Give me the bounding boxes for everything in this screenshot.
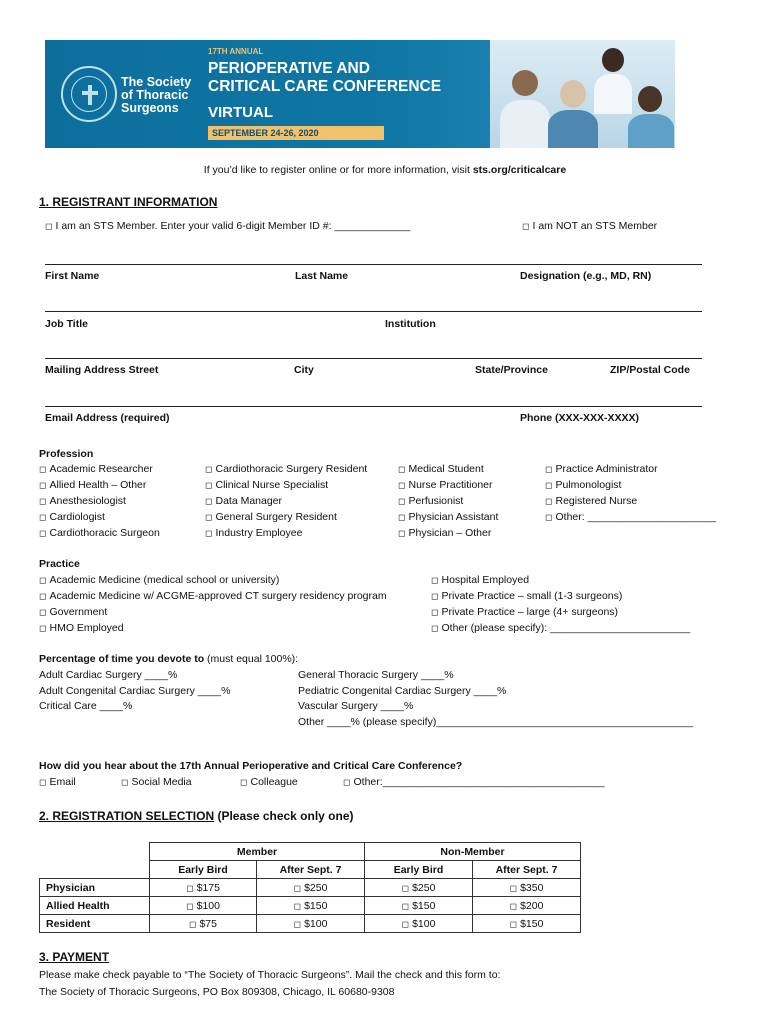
price-label: $250 bbox=[304, 881, 328, 894]
price-label: $150 bbox=[520, 917, 544, 930]
practice-option[interactable] bbox=[39, 574, 279, 586]
profession-option-label: Clinical Nurse Specialist bbox=[215, 479, 329, 491]
payment-instructions: Please make check payable to “The Society of Thoracic Surgeons”. Mail the check and this form to: bbox=[39, 969, 501, 981]
profession-option-label: Anesthesiologist bbox=[49, 495, 126, 507]
payment-address: The Society of Thoracic Surgeons, PO Box 809308, Chicago, IL 60680-9308 bbox=[39, 986, 395, 998]
practice-option-label: Academic Medicine (medical school or university) bbox=[49, 574, 280, 586]
hear-option-label: Social Media bbox=[131, 776, 192, 788]
checkbox-icon[interactable]: ◻ bbox=[39, 607, 47, 617]
institution-label: Institution bbox=[385, 318, 436, 330]
banner-dates: SEPTEMBER 24-26, 2020 bbox=[208, 126, 384, 140]
price-label: $250 bbox=[412, 881, 436, 894]
checkbox-icon[interactable]: ◻ bbox=[431, 623, 439, 633]
checkbox-icon[interactable]: ◻ bbox=[39, 480, 47, 490]
checkbox-icon[interactable]: ◻ bbox=[431, 591, 439, 601]
price-option[interactable] bbox=[473, 879, 581, 897]
price-option[interactable] bbox=[473, 897, 581, 915]
price-label: $100 bbox=[412, 917, 436, 930]
checkbox-icon[interactable]: ◻ bbox=[398, 464, 406, 474]
profession-option[interactable] bbox=[39, 495, 126, 507]
banner-annual: 17TH ANNUAL bbox=[208, 47, 264, 56]
price-label: $100 bbox=[196, 899, 220, 912]
practice-option[interactable] bbox=[431, 590, 622, 602]
checkbox-icon[interactable]: ◻ bbox=[39, 528, 47, 538]
practice-option-label: Private Practice – small (1-3 surgeons) bbox=[441, 590, 623, 602]
practice-option[interactable] bbox=[431, 574, 529, 586]
email-label: Email Address (required) bbox=[45, 412, 170, 424]
checkbox-icon[interactable]: ◻ bbox=[39, 777, 47, 787]
checkbox-icon[interactable]: ◻ bbox=[293, 882, 302, 893]
checkbox-icon[interactable]: ◻ bbox=[39, 575, 47, 585]
checkbox-icon[interactable]: ◻ bbox=[545, 480, 553, 490]
profession-option[interactable] bbox=[39, 511, 105, 523]
hear-option-label: Colleague bbox=[250, 776, 298, 788]
registration-table bbox=[39, 842, 581, 933]
checkbox-icon[interactable]: ◻ bbox=[205, 496, 213, 506]
checkbox-icon[interactable]: ◻ bbox=[45, 221, 53, 231]
checkbox-icon[interactable]: ◻ bbox=[39, 496, 47, 506]
percentage-field[interactable]: Adult Congenital Cardiac Surgery ____% bbox=[39, 684, 231, 697]
profession-option[interactable] bbox=[545, 495, 637, 507]
checkbox-icon[interactable]: ◻ bbox=[431, 607, 439, 617]
price-label: $200 bbox=[520, 899, 544, 912]
price-label: $175 bbox=[196, 881, 220, 894]
profession-option-label: Nurse Practitioner bbox=[408, 479, 493, 491]
nonmember-after-header: After Sept. 7 bbox=[473, 861, 581, 879]
practice-option[interactable] bbox=[39, 622, 124, 634]
hear-option[interactable] bbox=[240, 776, 298, 788]
job-line[interactable] bbox=[45, 311, 702, 312]
table-row bbox=[40, 915, 581, 933]
price-option[interactable] bbox=[150, 897, 257, 915]
checkbox-icon[interactable]: ◻ bbox=[509, 918, 518, 929]
price-option[interactable] bbox=[365, 879, 473, 897]
phone-label: Phone (XXX-XXX-XXXX) bbox=[520, 412, 640, 424]
profession-option-label: Cardiothoracic Surgeon bbox=[49, 527, 160, 539]
practice-label: Practice bbox=[39, 558, 80, 570]
row-label: Allied Health bbox=[40, 897, 150, 915]
percentage-field[interactable]: Critical Care ____% bbox=[39, 700, 133, 712]
nonmember-early-header: Early Bird bbox=[365, 861, 473, 879]
checkbox-icon[interactable]: ◻ bbox=[186, 900, 194, 911]
checkbox-icon[interactable]: ◻ bbox=[205, 480, 213, 490]
practice-option-label: HMO Employed bbox=[49, 622, 124, 634]
profession-option[interactable] bbox=[39, 479, 146, 491]
profession-option[interactable] bbox=[398, 463, 484, 475]
profession-option-label: Practice Administrator bbox=[555, 463, 658, 475]
profession-option-label: Medical Student bbox=[408, 463, 484, 475]
price-label: $150 bbox=[412, 899, 436, 912]
hear-option[interactable] bbox=[343, 776, 605, 788]
city-label: City bbox=[294, 364, 314, 376]
visit-info: If you’d like to register online or for more information, visit sts.org/criticalcare bbox=[203, 164, 567, 176]
profession-option[interactable] bbox=[545, 511, 716, 523]
profession-option[interactable] bbox=[205, 511, 337, 523]
checkbox-icon[interactable]: ◻ bbox=[39, 623, 47, 633]
checkbox-icon[interactable]: ◻ bbox=[39, 464, 47, 474]
conference-banner bbox=[45, 40, 675, 148]
mailing-address-label: Mailing Address Street bbox=[45, 364, 159, 376]
profession-option-label: Registered Nurse bbox=[555, 495, 638, 507]
table-row bbox=[40, 879, 581, 897]
profession-option-label: Cardiologist bbox=[49, 511, 105, 523]
price-option[interactable] bbox=[257, 915, 365, 933]
profession-option-label: Academic Researcher bbox=[49, 463, 153, 475]
register-link[interactable]: sts.org/criticalcare bbox=[472, 164, 567, 176]
practice-option-label: Government bbox=[49, 606, 108, 618]
checkbox-icon[interactable]: ◻ bbox=[240, 777, 248, 787]
banner-virtual: VIRTUAL bbox=[208, 104, 273, 121]
hear-option-label: Email bbox=[49, 776, 76, 788]
checkbox-icon[interactable]: ◻ bbox=[293, 900, 302, 911]
profession-option[interactable] bbox=[205, 479, 328, 491]
checkbox-icon[interactable]: ◻ bbox=[398, 512, 406, 522]
percentage-field[interactable]: General Thoracic Surgery ____% bbox=[298, 669, 454, 681]
hear-option[interactable] bbox=[39, 776, 76, 788]
member-header: Member bbox=[150, 843, 365, 861]
checkbox-icon[interactable]: ◻ bbox=[39, 512, 47, 522]
price-option[interactable] bbox=[365, 897, 473, 915]
profession-option-label: Allied Health – Other bbox=[49, 479, 147, 491]
name-line[interactable] bbox=[45, 264, 702, 265]
section-selection-heading: 2. REGISTRATION SELECTION (Please check only one) bbox=[39, 809, 354, 823]
practice-option-label: Hospital Employed bbox=[441, 574, 530, 586]
percentage-field[interactable]: Other ____% (please specify)____________________________________________ bbox=[298, 715, 694, 728]
checkbox-icon[interactable]: ◻ bbox=[121, 777, 129, 787]
nonmember-header: Non-Member bbox=[365, 843, 581, 861]
hear-option[interactable] bbox=[121, 776, 192, 788]
percentage-field[interactable]: Vascular Surgery ____% bbox=[298, 700, 414, 712]
practice-option-label: Other (please specify): ________________________ bbox=[441, 622, 691, 634]
member-after-header: After Sept. 7 bbox=[257, 861, 365, 879]
profession-option[interactable] bbox=[545, 479, 621, 491]
percentage-field[interactable]: Pediatric Congenital Cardiac Surgery ____% bbox=[298, 684, 507, 697]
profession-option[interactable] bbox=[398, 479, 493, 491]
profession-option-label: Cardiothoracic Surgery Resident bbox=[215, 463, 368, 475]
price-option[interactable] bbox=[257, 879, 365, 897]
last-name-label: Last Name bbox=[295, 270, 349, 282]
practice-option-label: Private Practice – large (4+ surgeons) bbox=[441, 606, 619, 618]
percentage-field[interactable]: Adult Cardiac Surgery ____% bbox=[39, 669, 178, 681]
clinicians-photo bbox=[490, 40, 675, 148]
practice-option[interactable] bbox=[39, 606, 107, 618]
row-label: Resident bbox=[40, 915, 150, 933]
table-corner bbox=[40, 843, 150, 861]
zip-label: ZIP/Postal Code bbox=[610, 364, 690, 376]
section-registrant-heading: 1. REGISTRANT INFORMATION bbox=[39, 195, 218, 209]
section-payment-heading: 3. PAYMENT bbox=[39, 950, 110, 964]
society-name: The Society of Thoracic Surgeons bbox=[121, 75, 192, 115]
price-option[interactable] bbox=[257, 897, 365, 915]
practice-option[interactable] bbox=[431, 606, 618, 618]
checkbox-icon[interactable]: ◻ bbox=[398, 496, 406, 506]
checkbox-icon[interactable]: ◻ bbox=[431, 575, 439, 585]
table-row bbox=[40, 897, 581, 915]
checkbox-icon[interactable]: ◻ bbox=[188, 918, 197, 929]
banner-title: PERIOPERATIVE AND CRITICAL CARE CONFERENCE bbox=[208, 60, 442, 95]
checkbox-icon[interactable]: ◻ bbox=[545, 512, 553, 522]
checkbox-icon[interactable]: ◻ bbox=[293, 918, 302, 929]
checkbox-icon[interactable]: ◻ bbox=[343, 777, 351, 787]
member-option[interactable]: ◻ I am an STS Member. Enter your valid 6-digit Member ID #: _____________ bbox=[45, 220, 411, 232]
hear-option-label: Other:______________________________________ bbox=[353, 776, 605, 788]
price-option[interactable] bbox=[150, 915, 257, 933]
practice-option-label: Academic Medicine w/ ACGME-approved CT surgery residency program bbox=[49, 590, 387, 602]
profession-option-label: Physician – Other bbox=[408, 527, 492, 539]
profession-option[interactable] bbox=[205, 527, 302, 539]
checkbox-icon[interactable]: ◻ bbox=[545, 464, 553, 474]
nonmember-option[interactable]: ◻ I am NOT an STS Member bbox=[522, 220, 658, 232]
checkbox-icon[interactable]: ◻ bbox=[205, 512, 213, 522]
profession-option-label: Other: ______________________ bbox=[555, 511, 717, 523]
profession-option[interactable] bbox=[39, 527, 160, 539]
row-label: Physician bbox=[40, 879, 150, 897]
member-early-header: Early Bird bbox=[150, 861, 257, 879]
checkbox-icon[interactable]: ◻ bbox=[186, 882, 194, 893]
checkbox-icon[interactable]: ◻ bbox=[398, 480, 406, 490]
checkbox-icon[interactable]: ◻ bbox=[545, 496, 553, 506]
profession-label: Profession bbox=[39, 448, 94, 460]
profession-option[interactable] bbox=[398, 511, 498, 523]
profession-option-label: General Surgery Resident bbox=[215, 511, 337, 523]
price-label: $75 bbox=[199, 917, 217, 930]
hear-question: How did you hear about the 17th Annual Perioperative and Critical Care Conference? bbox=[39, 760, 463, 772]
profession-option-label: Industry Employee bbox=[215, 527, 303, 539]
checkbox-icon[interactable]: ◻ bbox=[401, 882, 410, 893]
checkbox-icon[interactable]: ◻ bbox=[398, 528, 406, 538]
checkbox-icon[interactable]: ◻ bbox=[205, 464, 213, 474]
price-label: $100 bbox=[304, 917, 328, 930]
profession-option[interactable] bbox=[398, 527, 491, 539]
price-label: $150 bbox=[304, 899, 328, 912]
price-label: $350 bbox=[520, 881, 544, 894]
checkbox-icon[interactable]: ◻ bbox=[39, 591, 47, 601]
checkbox-icon[interactable]: ◻ bbox=[205, 528, 213, 538]
checkbox-icon[interactable]: ◻ bbox=[401, 900, 410, 911]
contact-line[interactable] bbox=[45, 406, 702, 407]
profession-option[interactable] bbox=[545, 463, 658, 475]
practice-option[interactable] bbox=[431, 622, 690, 634]
price-option[interactable] bbox=[150, 879, 257, 897]
price-option[interactable] bbox=[365, 915, 473, 933]
designation-label: Designation (e.g., MD, RN) bbox=[520, 270, 652, 282]
checkbox-icon[interactable]: ◻ bbox=[509, 900, 518, 911]
practice-option[interactable] bbox=[39, 590, 387, 602]
sts-seal-logo bbox=[61, 66, 117, 122]
checkbox-icon[interactable]: ◻ bbox=[522, 221, 530, 231]
job-title-label: Job Title bbox=[45, 318, 88, 330]
profession-option[interactable] bbox=[39, 463, 153, 475]
percentage-label: Percentage of time you devote to (must equal 100%): bbox=[39, 653, 299, 665]
profession-option[interactable] bbox=[205, 495, 282, 507]
first-name-label: First Name bbox=[45, 270, 100, 282]
profession-option-label: Data Manager bbox=[215, 495, 283, 507]
state-label: State/Province bbox=[475, 364, 548, 376]
checkbox-icon[interactable]: ◻ bbox=[401, 918, 410, 929]
profession-option[interactable] bbox=[398, 495, 463, 507]
profession-option-label: Pulmonologist bbox=[555, 479, 622, 491]
profession-option-label: Perfusionist bbox=[408, 495, 464, 507]
checkbox-icon[interactable]: ◻ bbox=[509, 882, 518, 893]
profession-option[interactable] bbox=[205, 463, 367, 475]
address-line[interactable] bbox=[45, 358, 702, 359]
profession-option-label: Physician Assistant bbox=[408, 511, 499, 523]
price-option[interactable] bbox=[473, 915, 581, 933]
